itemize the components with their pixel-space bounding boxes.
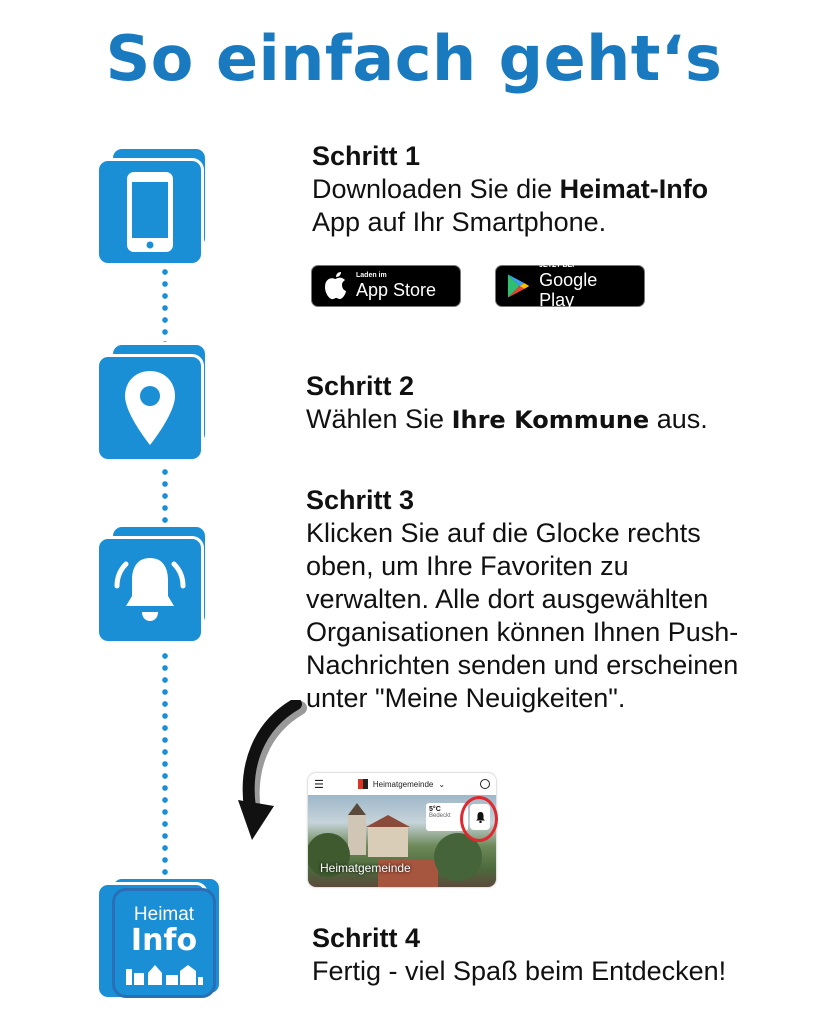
weather-condition: Bedeckt	[429, 813, 451, 819]
account-icon	[480, 779, 490, 789]
app-store-small-text: Laden im	[356, 272, 387, 279]
town-skyline-icon	[124, 961, 204, 985]
step-3-line: Nachrichten senden und erscheinen	[306, 650, 739, 680]
google-play-icon	[506, 272, 531, 300]
google-play-badge[interactable]	[495, 262, 645, 310]
place-selector: Heimatgemeinde	[372, 779, 434, 789]
step-3-heading: Schritt 3	[306, 485, 415, 515]
step-3-line: Organisationen können Ihnen Push-	[306, 617, 739, 647]
step-4-line: Fertig - viel Spaß beim Entdecken!	[312, 956, 727, 986]
apple-icon	[322, 271, 348, 301]
step-1-line1: Downloaden Sie die	[312, 174, 560, 204]
step-1-icon-tile	[96, 154, 204, 262]
timeline-dots	[162, 650, 168, 880]
google-play-small-text: JETZT BEI	[539, 262, 575, 269]
step-1-app-name: Heimat-Info	[559, 174, 709, 204]
bell-icon	[112, 550, 188, 630]
logo-line2: Info	[130, 923, 198, 958]
step-2-text	[306, 370, 708, 437]
step-3-line: verwalten. Alle dort ausgewählten	[306, 584, 709, 614]
smartphone-icon	[125, 170, 175, 254]
app-topbar	[308, 773, 496, 795]
step-3-line: unter "Meine Neuigkeiten".	[306, 683, 626, 713]
step-1-heading: Schritt 1	[312, 141, 421, 171]
step-2-pre: Wählen Sie	[306, 404, 452, 434]
bell-highlight-ring	[460, 796, 498, 842]
page-title: So einfach geht‘s	[105, 22, 723, 95]
location-pin-icon	[122, 369, 178, 447]
timeline-dots	[162, 266, 168, 350]
menu-icon: ☰	[314, 778, 324, 791]
step-3-line: oben, um Ihre Favoriten zu	[306, 551, 629, 581]
step-3-line: Klicken Sie auf die Glocke rechts	[306, 518, 701, 548]
flag-icon	[358, 779, 368, 789]
step-3-icon-tile	[96, 532, 204, 640]
step-4-heading: Schritt 4	[312, 923, 421, 953]
step-2-icon-tile	[96, 350, 204, 458]
step-1-text	[312, 140, 708, 239]
step-1-line2: App auf Ihr Smartphone.	[312, 207, 607, 237]
chevron-down-icon: ⌄	[438, 779, 446, 789]
step-2-heading: Schritt 2	[306, 371, 415, 401]
google-play-big-text: Google Play	[539, 270, 598, 310]
app-store-badge[interactable]	[311, 265, 461, 307]
photo-label: Heimatgemeinde	[320, 861, 411, 875]
step-2-post: aus.	[649, 404, 708, 434]
step-2-kommune: Ihre Kommune	[451, 406, 650, 434]
curved-arrow-icon	[238, 700, 318, 850]
timeline-dots	[162, 466, 168, 528]
logo-line1: Heimat	[133, 904, 195, 925]
step-3-text	[306, 484, 738, 715]
temperature: 5°C	[429, 806, 441, 813]
step-4-text	[312, 922, 726, 988]
heimat-info-logo	[96, 876, 222, 1000]
app-store-big-text: App Store	[356, 280, 437, 300]
